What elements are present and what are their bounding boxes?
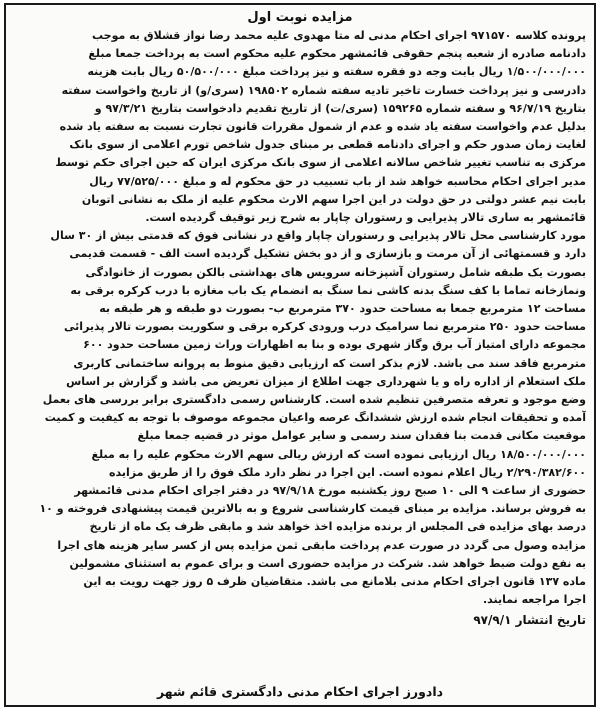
notice-line: ماده ۱۳۷ قانون اجرای احکام مدنی بلامانع می باشد. متقاضیان ظرف ۵ روز جهت رویت به این [83, 575, 586, 589]
notice-line: بتاریخ ۹۶/۷/۱۹ و سفته شماره ۱۵۹۲۶۵ (سری/ت) از تاریخ تقدیم دادخواست بتاریخ ۹۷/۳/۲۱ و [94, 101, 586, 115]
notice-line: قائمشهر به ساری تالار پذیرایی و رستوران چاپار به شرح زیر توقیف گردیده است. [145, 211, 586, 225]
notice-line: به فروش برساند. مزایده بر مبنای قیمت کارشناسی شروع و به بالاترین قیمت پیشنهادی فروخته و ۱۰ [39, 502, 586, 516]
notice-line: بابت نیم عشر دولتی در حق دولت در این اجرا سهم الارث محکوم علیه از ملک به نشانی اتوبان [81, 192, 586, 206]
auction-notice [4, 3, 596, 707]
notice-line: ۱/۵۰۰/۰۰۰/۰۰۰ ریال بابت وجه دو فقره سفته و نیز پرداخت مبلغ ۵۰/۵۰۰/۰۰۰ ریال بابت هزینه [87, 65, 586, 79]
notice-title: مزایده نوبت اول [247, 10, 353, 25]
notice-line: مرکزی به تناسب تغییر شاخص سالانه اعلامی از سوی بانک مرکزی ایران که حین اجرای حکم توسط [55, 156, 586, 170]
notice-line: دادرسی و نیز پرداخت خسارت تاخیر تادیه سفته شماره ۱۹۸۵۰۲ (سری/و) از تاریخ واخواست سفته [61, 83, 586, 97]
notice-line: مترمربع فاقد سند می باشد. لازم بذکر است که ارزیابی دقیق منوط به پروانه ساختمانی کاربری [73, 356, 586, 370]
notice-line: بدلیل عدم واخواست سفته یاد شده و عدم از شمول مقررات قانون تجارت نسبت به سفته یاد شده [59, 120, 586, 134]
notice-line: ونمازخانه تماما با کف سنگ بدنه کاشی نما سنگ به انضمام یک باب مغازه با درب کرکره برقی به [70, 283, 586, 297]
notice-line: ۱۸/۵۰۰/۰۰۰/۰۰۰ ریال ارزیابی نموده است که ارزش ریالی سهم الارث محکوم علیه را به مبلغ [91, 447, 586, 461]
notice-line: بصورت یک طبقه شامل رستوران آشپزخانه سرویس های بهداشتی بالکن بصورت از خانوادگی [85, 265, 586, 279]
notice-line: مدیر اجرای احکام محاسبه خواهد شد از باب تسبیب در حق محکوم له و مبلغ ۷۷/۵۲۵/۰۰۰ ریال [89, 174, 586, 188]
notice-line: حضوری از ساعت ۹ الی ۱۰ صبح روز یکشنبه مورخ ۹۷/۹/۱۸ در دفتر اجرای احکام مدنی قائمشهر [74, 484, 586, 498]
notice-line: مساحت ۱۲ مترمربع جمعا به مساحت حدود ۳۷۰ مترمربع ب- بصورت دو طبقه و هر طبقه به [99, 302, 586, 316]
notice-line: ملک استعلام از اداره راه و یا شهرداری جهت اطلاع از میزان تعریض می باشد و گزارش بر اساس [66, 374, 586, 388]
notice-line: به نفع دولت ضبط خواهد شد. شرکت در مزایده حضوری است و برای عموم به استثنای مشمولین [69, 556, 586, 570]
notice-line: آمده و تحقیقات انجام شده ارزش ششدانگ عرصه واعیان مجموعه موصوف با توجه به کیفیت و کمیت [44, 411, 586, 425]
notice-line: مساحت حدود ۲۵۰ مترمربع نما سرامیک درب ورودی کرکره برقی و سکوریت بصورت تالار پذیرائی [64, 320, 586, 334]
notice-body [14, 27, 586, 610]
notice-line: اجرا مراجعه نمایند. [483, 593, 586, 607]
notice-line: دادنامه صادره از شعبه پنجم حقوقی قائمشهر محکوم علیه محکوم است به پرداخت جمعا مبلغ [88, 47, 586, 61]
notice-line: لغایت زمان صدور حکم و اجرای دادنامه قطعی بر مبنای جدول شاخص تورم اعلامی از سوی بانک [69, 138, 586, 152]
notice-line: دارد و قسمتهائی از آن مرمت و بازسازی و از دو بخش تشکیل گردیده است الف - قسمت قدیمی [69, 247, 586, 261]
signature: دادورز اجرای احکام مدنی دادگستری قائم شهر [156, 684, 444, 699]
notice-line: وضع موجود و تعرفه متصرفین تنظیم شده است. کارشناس رسمی دادگستری برابر بررسی های بعمل [42, 393, 586, 407]
notice-line: موقعیت مکانی قدمت بنا فقدان سند رسمی و سایر عوامل موثر در قضیه جمعا مبلغ [137, 429, 586, 443]
notice-line: مجموعه دارای امتیاز آب برق وگاز شهری بوده و بنا به اظهارات وراث زمین مساحت حدود ۶۰۰ [83, 338, 586, 352]
notice-line: پرونده کلاسه ۹۷۱۵۷۰ اجرای احکام مدنی له متا مهدوی علیه محمد رضا نواز قشلاق به موجب [92, 29, 586, 42]
notice-line: مزایده وصول می گردد در صورت عدم پرداخت مابقی ثمن مزایده پس از کسر سایر هزینه های اجرا [57, 538, 586, 552]
publish-date: تاریخ انتشار ۹۷/۹/۱ [473, 612, 586, 627]
notice-line: درصد بهای مزایده فی المجلس از برنده مزایده اخذ خواهد شد و مابقی ظرف یک ماه از تاریخ [89, 520, 586, 534]
notice-line: ۲/۲۹۰/۳۸۲/۶۰۰ ریال اعلام نموده است. این اجرا در نظر دارد ملک فوق را از طریق مزایده [109, 465, 586, 479]
notice-line: مورد کارشناسی محل تالار پذیرایی و رستوران چاپار واقع در نشانی فوق که قدمتی بیش از ۳۰ سال [50, 229, 586, 243]
